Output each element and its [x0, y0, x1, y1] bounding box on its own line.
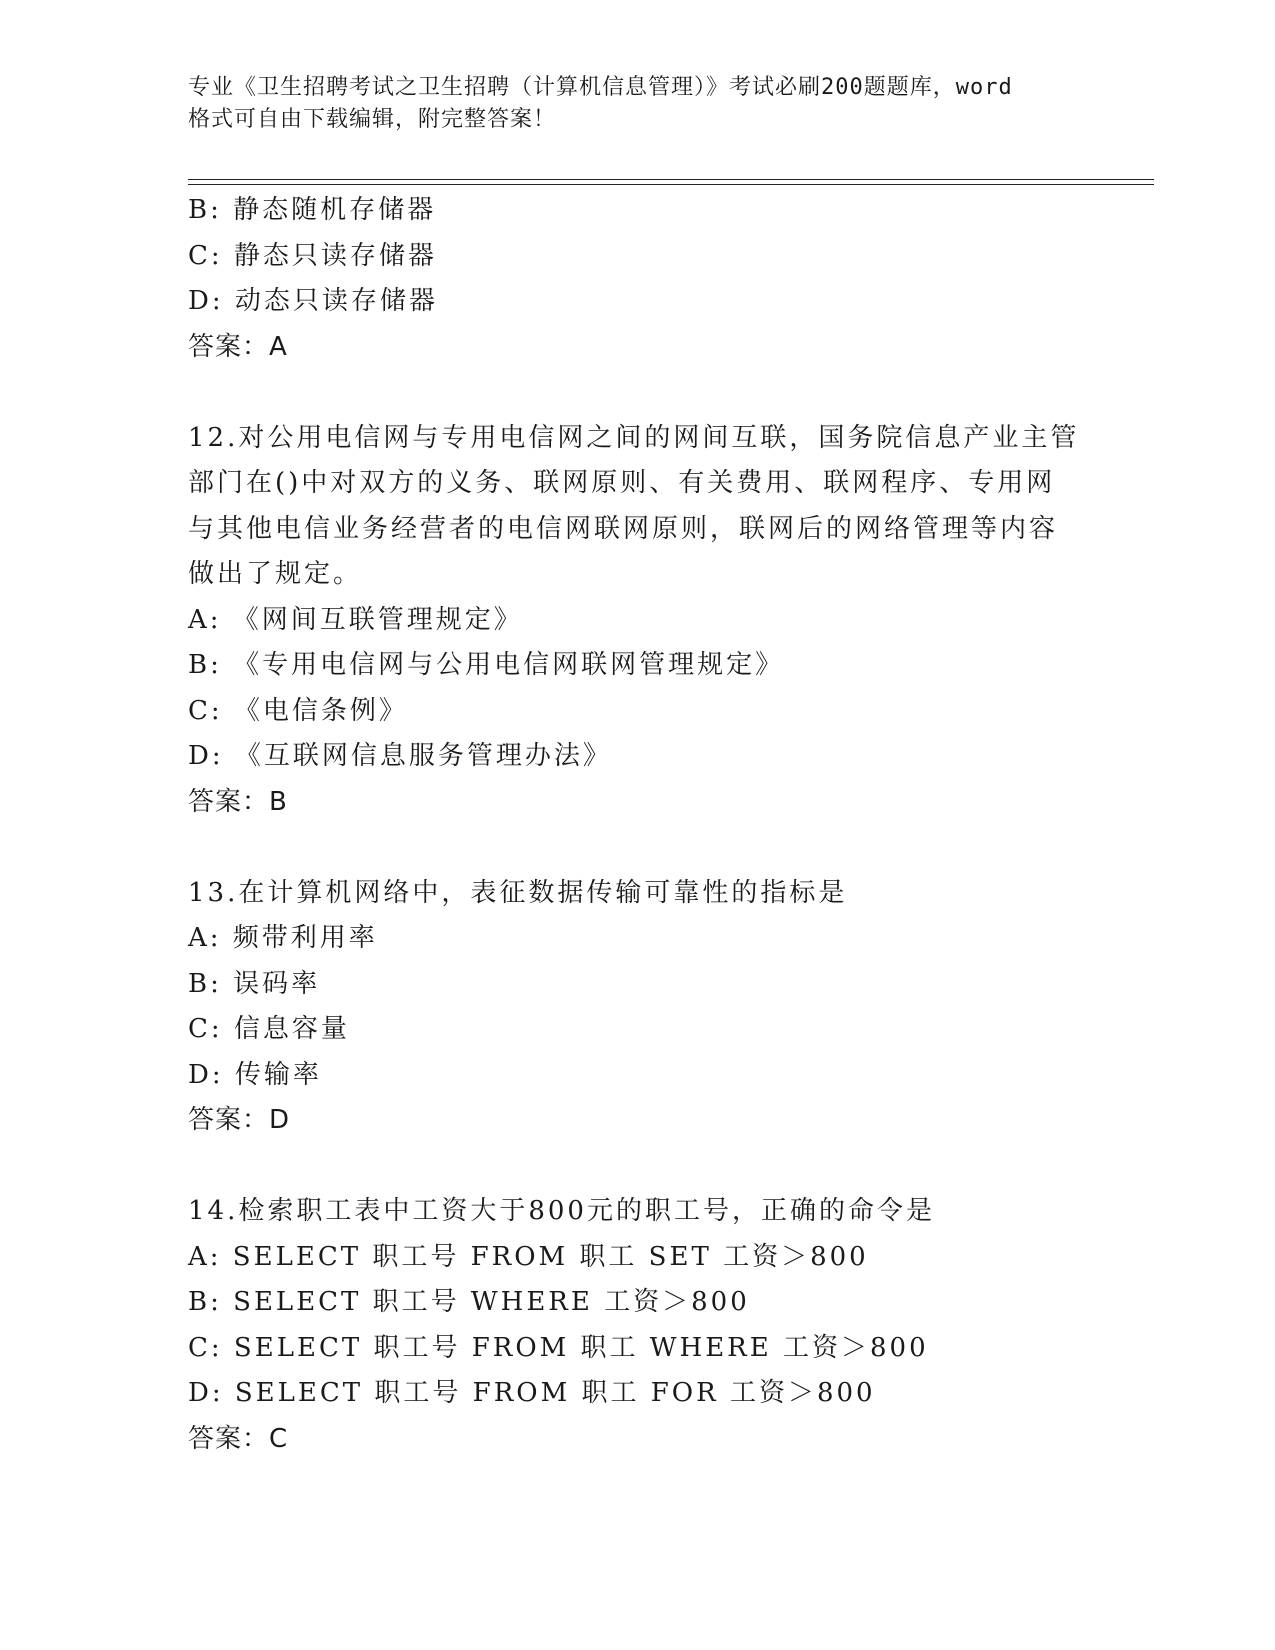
header-line-2: 格式可自由下载编辑，附完整答案！ — [188, 107, 557, 132]
option-c: C: 《电信条例》 — [188, 695, 408, 726]
option-a: A: SELECT 职工号 FROM 职工 SET 工资＞800 — [188, 1241, 869, 1272]
option-c: C: 信息容量 — [188, 1014, 350, 1044]
question-stem-line: 13.在计算机网络中，表征数据传输可靠性的指标是 — [188, 877, 848, 908]
option-b: B: 《专用电信网与公用电信网联网管理规定》 — [188, 650, 785, 680]
option-d: D: 传输率 — [188, 1059, 322, 1090]
question-stem-line: 12.对公用电信网与专用电信网之间的网间互联，国务院信息产业主管 — [188, 422, 1080, 453]
spacer — [188, 825, 1188, 871]
option-d: D: 动态只读存储器 — [188, 286, 438, 316]
answer: 答案：D — [188, 1105, 291, 1135]
question-stem-line: 部门在()中对双方的义务、联网原则、有关费用、联网程序、专用网 — [188, 468, 1056, 498]
header-divider-top — [188, 179, 1154, 180]
spacer — [188, 370, 1188, 416]
header-divider-bottom — [188, 184, 1154, 185]
spacer — [188, 1144, 1188, 1190]
answer: 答案：C — [188, 1423, 289, 1454]
option-b: B: 静态随机存储器 — [188, 195, 437, 225]
question-14 — [188, 1189, 1188, 1462]
option-c: C: SELECT 职工号 FROM 职工 WHERE 工资＞800 — [188, 1332, 929, 1363]
option-d: D: SELECT 职工号 FROM 职工 FOR 工资＞800 — [188, 1378, 876, 1408]
document-header — [188, 72, 1088, 136]
option-b: B: SELECT 职工号 WHERE 工资＞800 — [188, 1287, 750, 1317]
option-b: B: 误码率 — [188, 968, 321, 999]
option-d: D: 《互联网信息服务管理办法》 — [188, 741, 612, 771]
option-a: A: 《网间互联管理规定》 — [188, 604, 523, 635]
option-a: A: 频带利用率 — [188, 923, 378, 953]
answer: 答案：A — [188, 331, 288, 362]
question-stem-line: 14.检索职工表中工资大于800元的职工号，正确的命令是 — [188, 1196, 935, 1226]
question-12 — [188, 416, 1188, 826]
option-c: C: 静态只读存储器 — [188, 240, 437, 271]
question-11 — [188, 188, 1188, 370]
answer: 答案：B — [188, 786, 288, 817]
question-stem-line: 做出了规定。 — [188, 559, 363, 589]
question-13 — [188, 871, 1188, 1144]
question-stem-line: 与其他电信业务经营者的电信网联网原则，联网后的网络管理等内容 — [188, 513, 1059, 544]
header-line-1: 专业《卫生招聘考试之卫生招聘（计算机信息管理）》考试必刷200题题库，word — [188, 75, 1013, 100]
question-list — [188, 188, 1188, 1462]
